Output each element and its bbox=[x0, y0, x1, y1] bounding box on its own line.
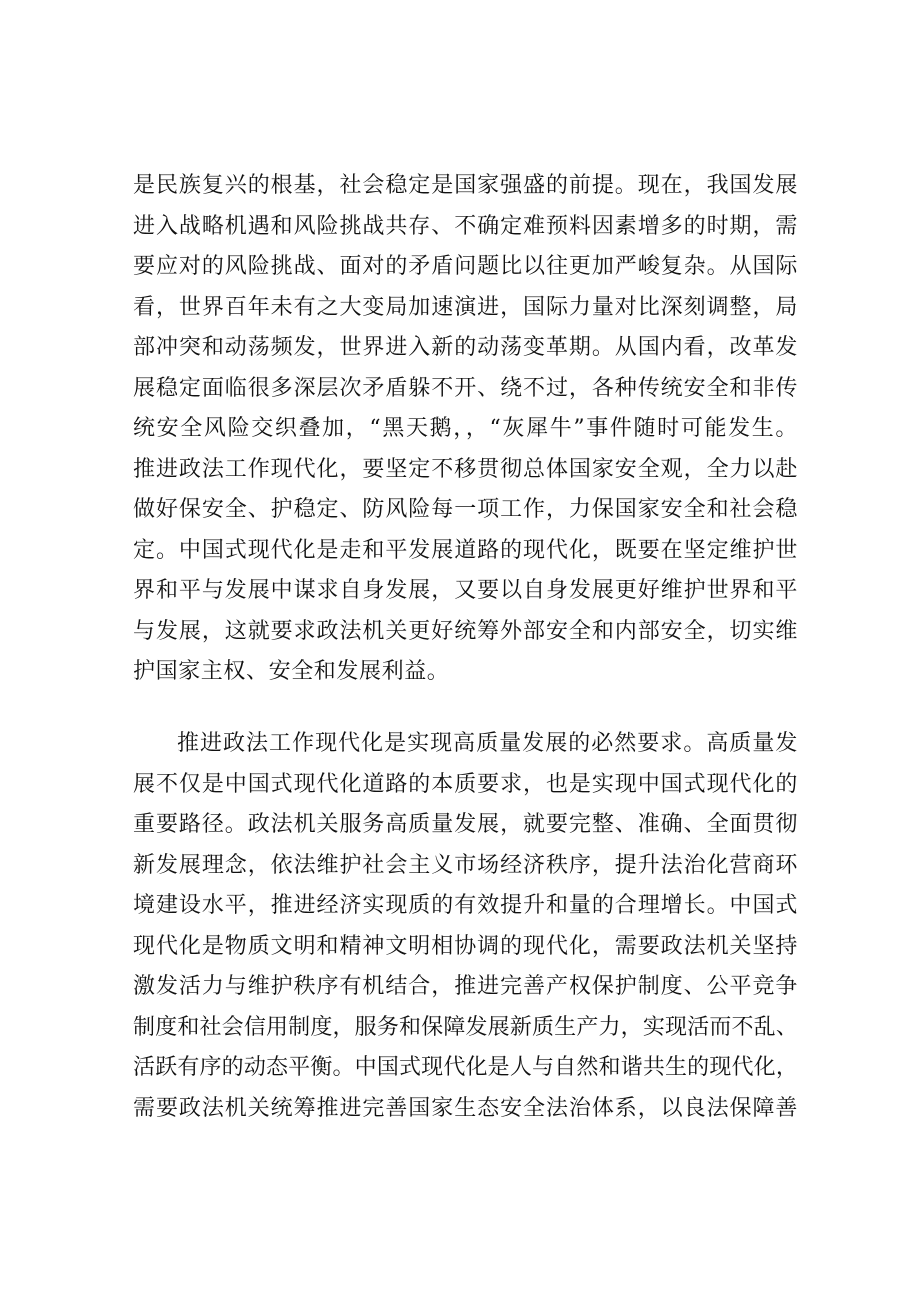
paragraph-1 bbox=[133, 166, 798, 693]
paragraph-line: 推进政法工作现代化是实现高质量发展的必然要求。高质量发 bbox=[177, 731, 798, 756]
paragraph-line: 部冲突和动荡频发，世界进入新的动荡变革期。从国内看，改革发 bbox=[133, 335, 798, 360]
paragraph-line: 新发展理念，依法维护社会主义市场经济秩序，提升法治化营商环 bbox=[133, 852, 798, 878]
paragraph-line: 进入战略机遇和风险挑战共存、不确定难预料因素增多的时期，需 bbox=[133, 213, 798, 239]
paragraph-line: 活跃有序的动态平衡。中国式现代化是人与自然和谐共生的现代化， bbox=[133, 1055, 798, 1080]
paragraph-line: 做好保安全、护稳定、防风险每一项工作，力保国家安全和社会稳 bbox=[133, 497, 798, 522]
paragraph-line: 界和平与发展中谋求自身发展，又要以自身发展更好维护世界和平 bbox=[133, 578, 798, 603]
paragraph-line: 统安全风险交织叠加，“黑天鹅，，“灰犀牛”事件随时可能发生。 bbox=[133, 416, 798, 441]
paragraph-2 bbox=[133, 724, 798, 1129]
paragraph-line: 与发展，这就要求政法机关更好统筹外部安全和内部安全，切实维 bbox=[133, 618, 798, 644]
paragraph-line: 推进政法工作现代化，要坚定不移贯彻总体国家安全观，全力以赴 bbox=[133, 456, 798, 482]
paragraph-line: 是民族复兴的根基，社会稳定是国家强盛的前提。现在，我国发展 bbox=[133, 173, 798, 198]
paragraph-line: 重要路径。政法机关服务高质量发展，就要完整、准确、全面贯彻 bbox=[133, 812, 798, 837]
paragraph-line: 激发活力与维护秩序有机结合，推进完善产权保护制度、公平竞争 bbox=[133, 974, 798, 999]
paragraph-line: 制度和社会信用制度，服务和保障发展新质生产力，实现活而不乱、 bbox=[133, 1014, 798, 1040]
paragraph-line: 展稳定面临很多深层次矛盾躲不开、绕不过，各种传统安全和非传 bbox=[133, 375, 798, 401]
paragraph-line: 现代化是物质文明和精神文明相协调的现代化，需要政法机关坚持 bbox=[133, 933, 798, 959]
paragraph-line: 定。中国式现代化是走和平发展道路的现代化，既要在坚定维护世 bbox=[133, 537, 798, 563]
paragraph-line: 看，世界百年未有之大变局加速演进，国际力量对比深刻调整，局 bbox=[133, 294, 798, 320]
paragraph-line: 护国家主权、安全和发展利益。 bbox=[133, 659, 450, 684]
paragraph-line: 展不仅是中国式现代化道路的本质要求，也是实现中国式现代化的 bbox=[133, 771, 798, 797]
paragraph-line: 要应对的风险挑战、面对的矛盾问题比以往更加严峻复杂。从国际 bbox=[133, 254, 798, 279]
paragraph-line: 境建设水平，推进经济实现质的有效提升和量的合理增长。中国式 bbox=[133, 893, 798, 918]
paragraph-line: 需要政法机关统筹推进完善国家生态安全法治体系，以良法保障善 bbox=[133, 1095, 798, 1121]
